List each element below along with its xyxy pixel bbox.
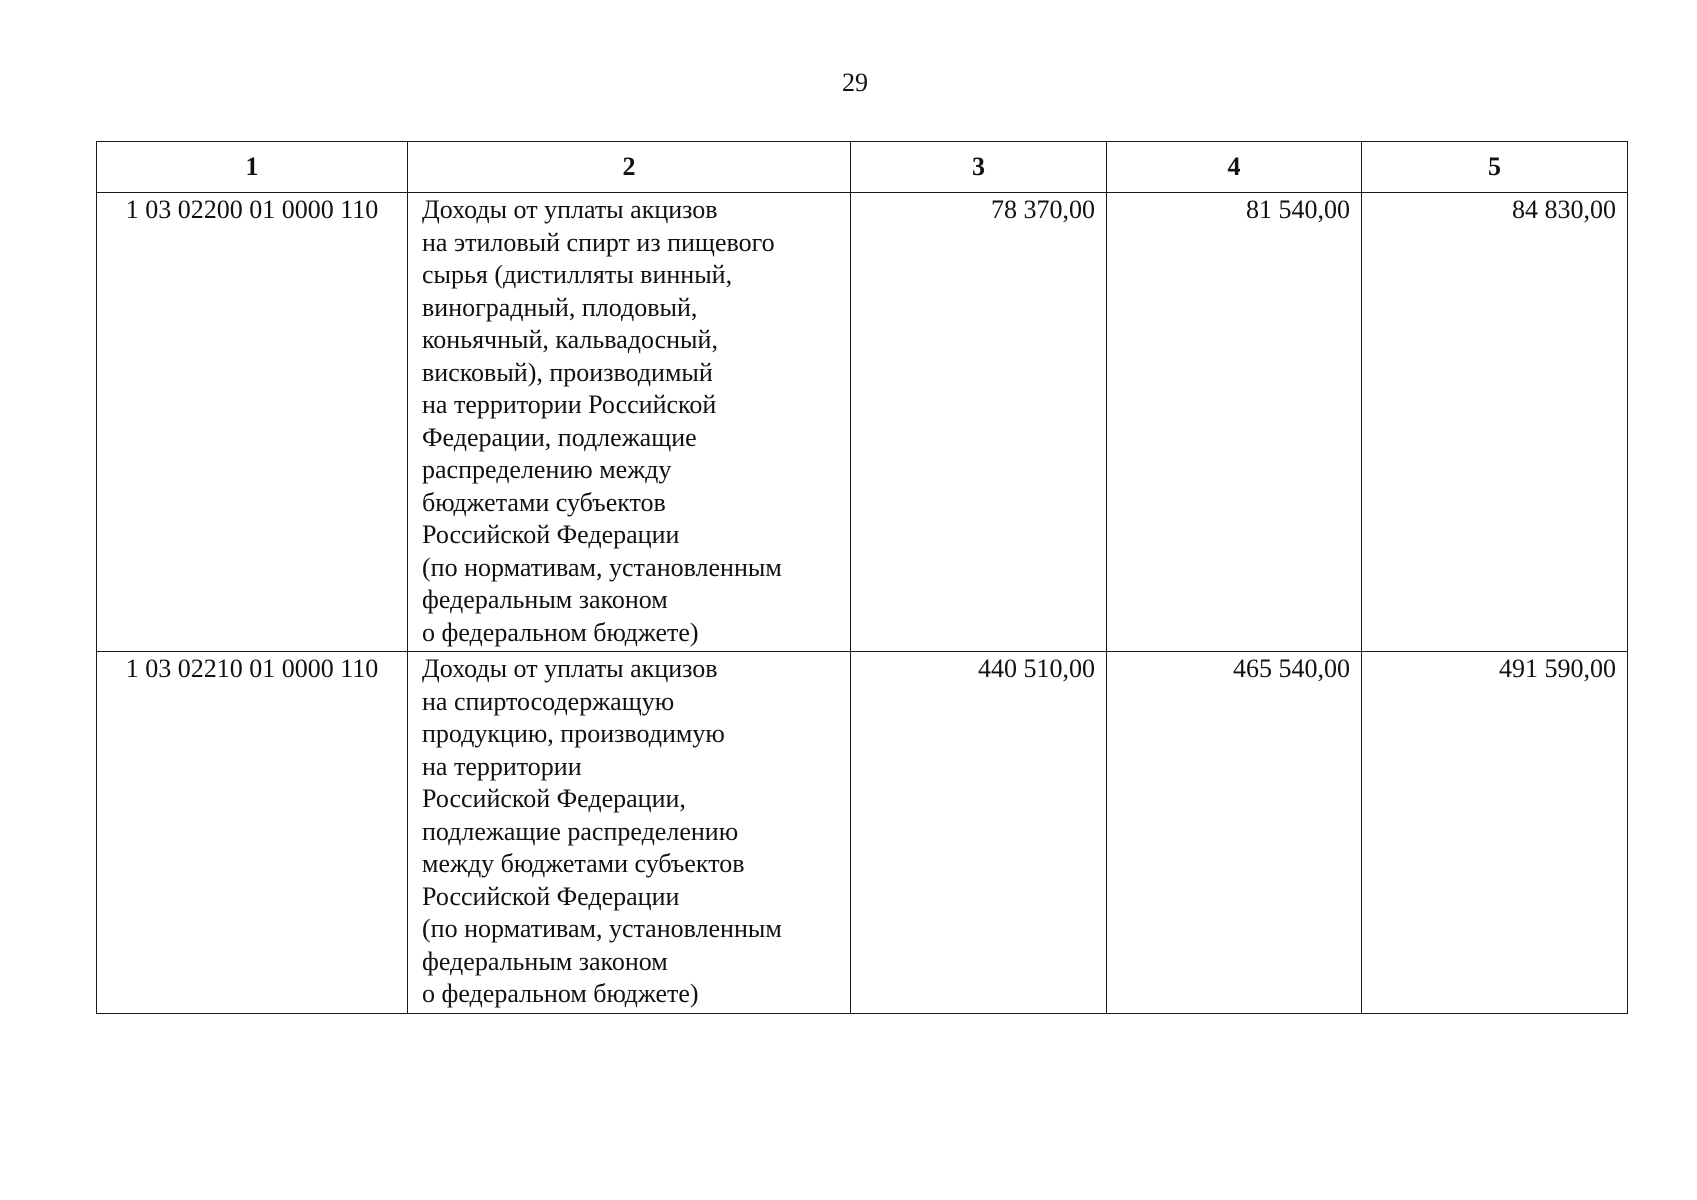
amount-col3-cell: 440 510,00 <box>851 652 1107 1014</box>
description-line: на территории <box>422 751 582 781</box>
column-header-4: 4 <box>1107 142 1362 193</box>
column-header-2: 2 <box>408 142 851 193</box>
description-line: Федерации, подлежащие <box>422 422 697 452</box>
description-line: висковый), производимый <box>422 357 713 387</box>
amount-col4-cell: 465 540,00 <box>1107 652 1362 1014</box>
table-row <box>97 652 1628 1014</box>
description-line: (по нормативам, установленным <box>422 552 782 582</box>
description-line: Российской Федерации <box>422 881 680 911</box>
table-body <box>97 193 1628 1014</box>
amount-col5-cell: 491 590,00 <box>1362 652 1628 1014</box>
budget-revenue-table <box>96 141 1628 1014</box>
description-line: Российской Федерации <box>422 520 680 549</box>
description-line: подлежащие распределению <box>422 816 739 846</box>
description-line: сырья (дистилляты винный, <box>422 260 733 289</box>
budget-code-cell: 1 03 02200 01 0000 110 <box>97 193 408 652</box>
description-line: на спиртосодержащую <box>422 686 675 716</box>
column-header-5: 5 <box>1362 142 1628 193</box>
description-line: продукцию, производимую <box>422 719 725 748</box>
description-line: (по нормативам, установленным <box>422 914 782 943</box>
description-line: распределению между <box>422 455 672 484</box>
description-cell <box>408 193 851 652</box>
column-header-1: 1 <box>97 142 408 193</box>
amount-col3-cell: 78 370,00 <box>851 193 1107 652</box>
description-line: федеральным законом <box>422 585 668 614</box>
amount-col5-cell: 84 830,00 <box>1362 193 1628 652</box>
table-header <box>97 142 1628 193</box>
page-number: 29 <box>842 68 868 97</box>
description-line: на этиловый спирт из пищевого <box>422 227 775 257</box>
description-line: о федеральном бюджете) <box>422 979 699 1008</box>
table-row <box>97 193 1628 652</box>
description-line: виноградный, плодовый, <box>422 292 698 322</box>
column-header-3: 3 <box>851 142 1107 193</box>
amount-col4-cell: 81 540,00 <box>1107 193 1362 652</box>
description-line: Доходы от уплаты акцизов <box>422 195 718 224</box>
description-line: Российской Федерации, <box>422 784 686 813</box>
description-line: о федеральном бюджете) <box>422 617 699 647</box>
budget-code-cell: 1 03 02210 01 0000 110 <box>97 652 408 1014</box>
description-cell <box>408 652 851 1014</box>
description-line: между бюджетами субъектов <box>422 849 745 878</box>
description-line: на территории Российской <box>422 390 717 419</box>
description-line: коньячный, кальвадосный, <box>422 325 718 354</box>
description-line: бюджетами субъектов <box>422 487 666 517</box>
description-line: Доходы от уплаты акцизов <box>422 654 718 683</box>
header-row <box>97 142 1628 193</box>
description-line: федеральным законом <box>422 946 668 976</box>
